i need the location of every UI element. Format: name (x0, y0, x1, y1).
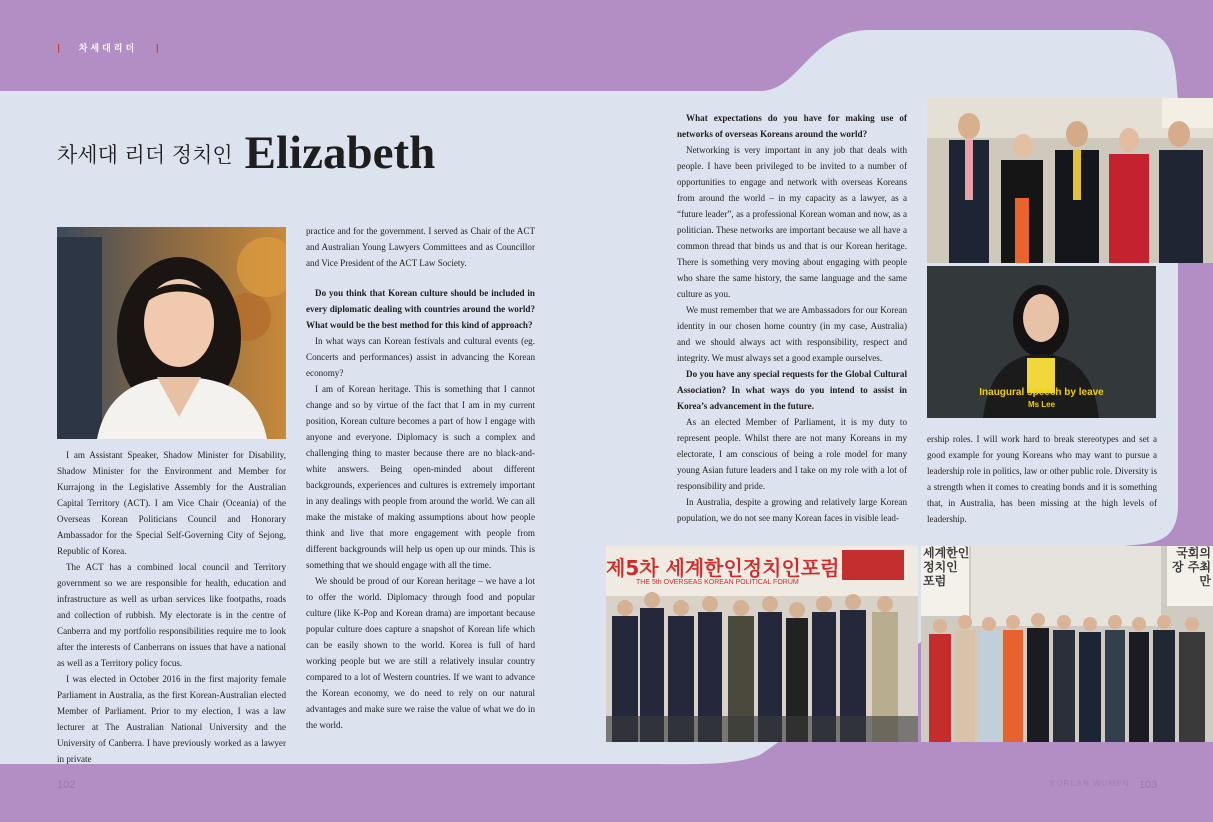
article-title (57, 126, 435, 180)
paragraph: In Australia, despite a growing and relatively large Korean population, we do not see many Korean faces in visible lead- (677, 497, 907, 523)
video-still-speech (927, 266, 1156, 418)
title-korean: 차세대 리더 정치인 (57, 143, 233, 167)
footer-publication: KOREAN WOMEN (1050, 779, 1130, 788)
interview-question: Do you think that Korean culture should be included in every diplomatic dealing with countries around the world? What would be the best method for this kind of approach? (306, 288, 535, 330)
paragraph: I was elected in October 2016 in the first majority female Parliament in Australia, as the first Korean-Australian elected Member of Parliament. Prior to my election, I was a law lecturer at The Australian National University and the University of Canberra. I have previously worked as a lawyer in private (57, 674, 286, 764)
video-caption: Inaugural speech by leave (979, 387, 1104, 398)
paragraph: We must remember that we are Ambassadors for our Korean identity in our chosen home country (in my case, Australia) and we should always act with responsibility, respect and integrity. We must always set a good example ourselves. (677, 305, 907, 363)
title-english: Elizabeth (244, 127, 436, 179)
event-banner-left: 세계한인 정치인 포럼 (923, 546, 970, 588)
paragraph: I am Assistant Speaker, Shadow Minister for Disability, Shadow Minister for the Environment and Member for Kurrajong in the Legislative Assembly for the Australian Capital Territory (ACT). I am Vice Chair (Oceania) of the Overseas Korean Politicians Council and Honorary Ambassador for the Special Self-Governing City of Sejong, Republic of Korea. (57, 450, 286, 556)
text-column-2 (306, 223, 535, 733)
forum-banner: 제5차 세계한인정치인포럼 (606, 556, 840, 580)
forum-banner-english: THE 5th OVERSEAS KOREAN POLITICAL FORUM (636, 579, 799, 586)
video-caption-name: Ms Lee (1027, 400, 1056, 409)
event-group-photo (921, 546, 1213, 742)
portrait-photo (57, 227, 286, 439)
event-banner-right: 국회의장 주최 만 (1172, 546, 1211, 588)
paragraph: I am of Korean heritage. This is something that I cannot change and so by virtue of the fact that I am in my current position, Korean culture becomes a part of how I engage with anyone and everyone. Diplomacy is such a complex and challenging thing to master because there are no black-and-white answers. Being open-minded about different backgrounds, experiences and cultures is extremely important in any dealings with people from around the world. We can all make the mistake of making assumptions about how people think and live that more engagement with people from different backgrounds will help us open up our minds. This is something that we should engage with all the time. (306, 384, 535, 570)
paragraph: As an elected Member of Parliament, it is my duty to represent people. Whilst there are not many Koreans in my electorate, I am conscious of being a role model for many young Asian future leaders and I take on my role with a lot of responsibility and pride. (677, 417, 907, 491)
group-photo-officials (927, 98, 1213, 263)
interview-question: Do you have any special requests for the Global Cultural Association? In what ways do you intend to assist in Korea’s advancement in the future. (677, 369, 907, 411)
section-header: | 차세대리더 | (57, 44, 159, 54)
section-label: 차세대리더 (78, 44, 138, 54)
paragraph: We should be proud of our Korean heritage – we have a lot to offer the world. Diplomacy through food and popular culture (like K-Pop and Korean drama) are important because popular culture does capture a snapshot of Korean life which can be easily shown to the world. Korea is full of hard working people but we are still a relatively insular country compared to a lot of Western countries. If we want to advance the Korean economy, we do need to rely on our natural advantages and make sure we raise the value of what we do in the world. (306, 576, 535, 730)
paragraph: In what ways can Korean festivals and cultural events (eg. Concerts and performances) assist in advancing the Korean economy? (306, 336, 535, 378)
page-number-right: 103 (1139, 779, 1158, 791)
paragraph: Networking is very important in any job that deals with people. I have been privileged to be invited to a number of opportunities to engage and network with overseas Koreans from around the world – in my capacity as a lawyer, as a “future leader”, as a professional Korean woman and now, as a politician. These networks are important because we all have a common thread that binds us and that is our Korean heritage. There is something very moving about engaging with people who share the same history, the same language and the same culture as you. (677, 145, 907, 299)
paragraph: practice and for the government. I served as Chair of the ACT and Australian Young Lawyers Committees and as Councillor and Vice President of the ACT Law Society. (306, 226, 535, 268)
page-number-left: 102 (57, 779, 76, 791)
paragraph: ership roles. I will work hard to break stereotypes and set a good example for young Koreans who may want to pursue a leadership role in politics, law or other public role. Diversity is a strength when it comes to creating bonds and it is something that, in Australia, has been missing at the high levels of leadership. (927, 434, 1157, 524)
text-column-1 (57, 447, 286, 767)
interview-question: What expectations do you have for making use of networks of overseas Koreans around the world? (677, 113, 907, 139)
forum-group-photo (606, 546, 918, 742)
text-column-4 (927, 431, 1157, 527)
paragraph: The ACT has a combined local council and Territory government so we are responsible for health, education and infrastructure as well as urban services like footpaths, roads and collection of rubbish. My electorate is in the centre of Canberra and my portfolio responsibilities require me to look after the interests of Canberrans on issues that have a national as well as a Territory policy focus. (57, 562, 286, 668)
text-column-3 (677, 110, 907, 526)
